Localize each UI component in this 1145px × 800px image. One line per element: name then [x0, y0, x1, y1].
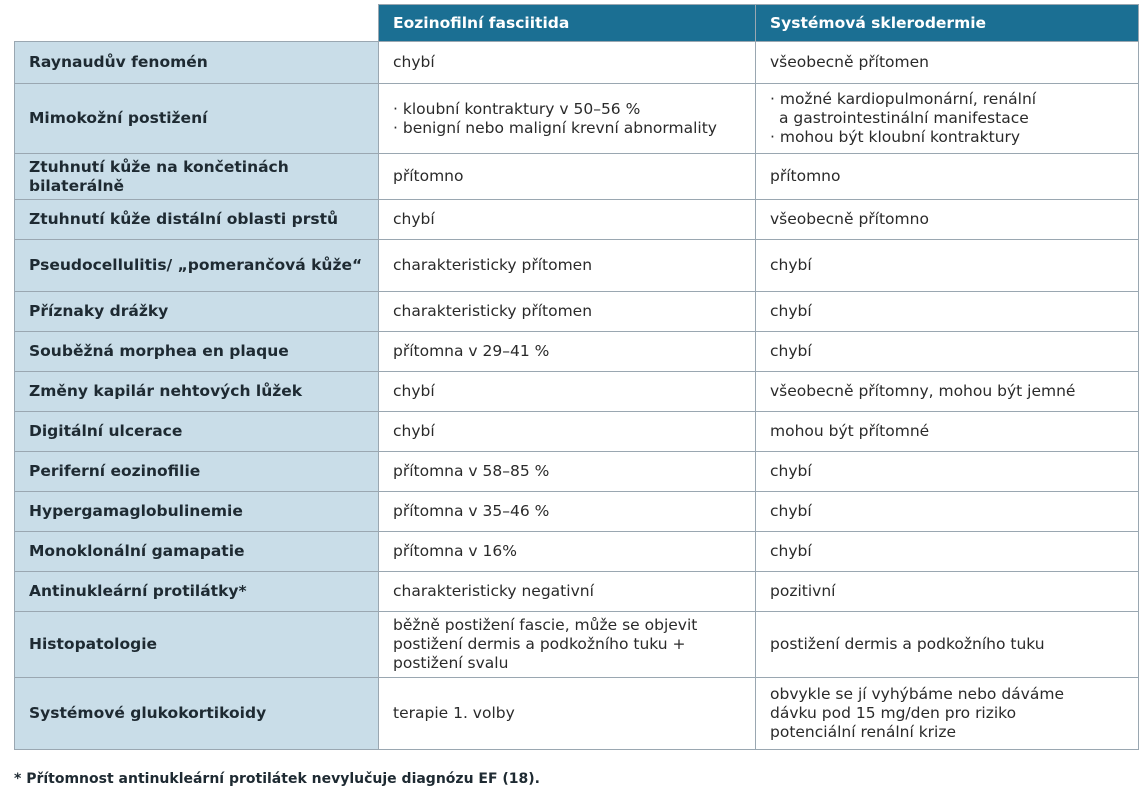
table-row [15, 492, 1139, 532]
table-body [15, 42, 1139, 750]
row-label: Systémové glukokortikoidy [15, 678, 379, 750]
cell-systemova-sklerodermie [756, 372, 1139, 412]
cell-line: · kloubní kontraktury v 50–56 % [393, 99, 641, 118]
table-row [15, 572, 1139, 612]
header-corner-cell [15, 5, 379, 42]
row-label: Změny kapilár nehtových lůžek [15, 372, 379, 412]
row-label: Antinukleární protilátky* [15, 572, 379, 612]
cell-line: dávku pod 15 mg/den pro riziko [770, 704, 1017, 722]
cell-eozinofilni-fasciitida [379, 452, 756, 492]
cell-line: běžně postižení fascie, může se objevit [393, 616, 698, 634]
cell-line: všeobecně přítomny, mohou být jemné [770, 382, 1076, 400]
cell-systemova-sklerodermie [756, 200, 1139, 240]
row-label: Monoklonální gamapatie [15, 532, 379, 572]
cell-line: postižení dermis a podkožního tuku [770, 635, 1045, 653]
cell-line: obvykle se jí vyhýbáme nebo dáváme [770, 685, 1064, 703]
cell-line: charakteristicky negativní [393, 582, 594, 600]
cell-line: postižení dermis a podkožního tuku + [393, 635, 686, 653]
cell-eozinofilni-fasciitida [379, 612, 756, 678]
cell-eozinofilni-fasciitida [379, 332, 756, 372]
cell-systemova-sklerodermie [756, 452, 1139, 492]
row-label: Digitální ulcerace [15, 412, 379, 452]
cell-line: chybí [770, 302, 812, 320]
cell-line: chybí [770, 502, 812, 520]
cell-line: · mohou být kloubní kontraktury [770, 128, 1021, 146]
cell-line: přítomno [770, 167, 841, 185]
cell-line: chybí [770, 542, 812, 560]
cell-systemova-sklerodermie [756, 292, 1139, 332]
row-label: Ztuhnutí kůže distální oblasti prstů [15, 200, 379, 240]
table-row [15, 240, 1139, 292]
row-label: Souběžná morphea en plaque [15, 332, 379, 372]
row-label: Periferní eozinofilie [15, 452, 379, 492]
cell-eozinofilni-fasciitida [379, 240, 756, 292]
table-row [15, 292, 1139, 332]
cell-line: přítomna v 58–85 % [393, 462, 550, 480]
table-row [15, 84, 1139, 154]
cell-line: přítomna v 16% [393, 542, 517, 560]
cell-line: charakteristicky přítomen [393, 302, 593, 320]
cell-eozinofilni-fasciitida [379, 532, 756, 572]
row-label: Ztuhnutí kůže na končetinách bilaterálně [15, 154, 379, 200]
cell-line: potenciální renální krize [770, 723, 957, 741]
cell-line: chybí [770, 342, 812, 360]
cell-eozinofilni-fasciitida [379, 372, 756, 412]
table-row [15, 532, 1139, 572]
table-row [15, 42, 1139, 84]
header-eozinofilni-fasciitida: Eozinofilní fasciitida [379, 5, 756, 42]
cell-line: všeobecně přítomen [770, 53, 929, 71]
cell-systemova-sklerodermie [756, 572, 1139, 612]
cell-eozinofilni-fasciitida [379, 154, 756, 200]
table-row [15, 332, 1139, 372]
cell-line: chybí [393, 382, 435, 400]
table-row [15, 612, 1139, 678]
cell-eozinofilni-fasciitida [379, 84, 756, 154]
cell-systemova-sklerodermie [756, 240, 1139, 292]
cell-systemova-sklerodermie [756, 42, 1139, 84]
cell-systemova-sklerodermie [756, 492, 1139, 532]
cell-line: postižení svalu [393, 654, 509, 672]
row-label: Raynaudův fenomén [15, 42, 379, 84]
table-row [15, 372, 1139, 412]
cell-line: charakteristicky přítomen [393, 256, 593, 274]
cell-eozinofilni-fasciitida [379, 678, 756, 750]
cell-eozinofilni-fasciitida [379, 292, 756, 332]
table-row [15, 678, 1139, 750]
cell-line: přítomna v 35–46 % [393, 502, 550, 520]
cell-eozinofilni-fasciitida [379, 42, 756, 84]
header-systemova-sklerodermie: Systémová sklerodermie [756, 5, 1139, 42]
comparison-table [14, 4, 1139, 750]
row-label: Pseudocellulitis/ „pomerančová kůže“ [15, 240, 379, 292]
cell-line: všeobecně přítomno [770, 210, 929, 228]
cell-line: mohou být přítomné [770, 422, 930, 440]
cell-line: přítomno [393, 167, 464, 185]
cell-line: chybí [770, 256, 812, 274]
table-row [15, 154, 1139, 200]
cell-eozinofilni-fasciitida [379, 492, 756, 532]
cell-systemova-sklerodermie [756, 412, 1139, 452]
row-label: Histopatologie [15, 612, 379, 678]
cell-line: přítomna v 29–41 % [393, 342, 550, 360]
cell-systemova-sklerodermie [756, 612, 1139, 678]
cell-line: chybí [393, 210, 435, 228]
cell-line: chybí [393, 53, 435, 71]
cell-systemova-sklerodermie [756, 84, 1139, 154]
table-row [15, 200, 1139, 240]
cell-eozinofilni-fasciitida [379, 412, 756, 452]
cell-line: · benigní nebo maligní krevní abnormality [393, 118, 717, 137]
footnote: * Přítomnost antinukleární protilátek nevylučuje diagnózu EF (18). [14, 771, 541, 787]
cell-systemova-sklerodermie [756, 154, 1139, 200]
row-label: Mimokožní postižení [15, 84, 379, 154]
cell-line: a gastrointestinální manifestace [779, 109, 1029, 127]
table-row [15, 452, 1139, 492]
cell-systemova-sklerodermie [756, 332, 1139, 372]
cell-eozinofilni-fasciitida [379, 200, 756, 240]
row-label: Hypergamaglobulinemie [15, 492, 379, 532]
cell-line: · možné kardiopulmonární, renální [770, 90, 1037, 108]
cell-line: terapie 1. volby [393, 704, 515, 722]
cell-systemova-sklerodermie [756, 678, 1139, 750]
cell-line: pozitivní [770, 582, 836, 600]
table-header-row [15, 5, 1139, 42]
cell-eozinofilni-fasciitida [379, 572, 756, 612]
row-label: Příznaky drážky [15, 292, 379, 332]
cell-systemova-sklerodermie [756, 532, 1139, 572]
cell-line: chybí [770, 462, 812, 480]
table-row [15, 412, 1139, 452]
cell-line: chybí [393, 422, 435, 440]
